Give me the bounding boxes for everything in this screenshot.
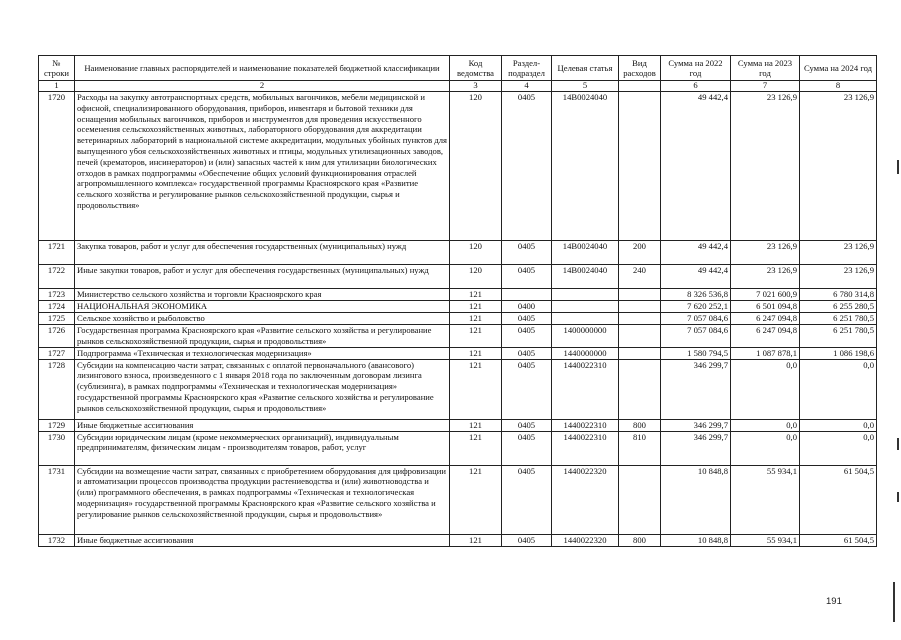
expense-type-cell [619, 92, 661, 241]
expense-type-cell [619, 325, 661, 348]
sum-2023-cell: 55 934,1 [731, 534, 800, 546]
expense-type-cell: 810 [619, 431, 661, 465]
column-number: 4 [502, 81, 552, 92]
row-number-cell: 1725 [39, 313, 75, 325]
target-item-cell: 1440022320 [552, 465, 619, 534]
scan-edge-mark [897, 160, 899, 174]
table-row [39, 359, 877, 419]
row-number-cell: 1728 [39, 359, 75, 419]
sum-2023-cell: 7 021 600,9 [731, 289, 800, 301]
expense-type-cell: 800 [619, 419, 661, 431]
target-item-cell: 1440000000 [552, 347, 619, 359]
dept-code-cell: 120 [450, 241, 502, 265]
column-number: 6 [661, 81, 731, 92]
dept-code-cell: 120 [450, 265, 502, 289]
sum-2022-cell: 346 299,7 [661, 359, 731, 419]
expense-type-cell [619, 289, 661, 301]
expense-type-cell [619, 301, 661, 313]
sum-2024-cell: 0,0 [800, 431, 877, 465]
sum-2023-cell: 1 087 878,1 [731, 347, 800, 359]
sum-2022-cell: 7 620 252,1 [661, 301, 731, 313]
sum-2024-cell: 0,0 [800, 419, 877, 431]
dept-code-cell: 121 [450, 325, 502, 348]
sum-2023-cell: 23 126,9 [731, 265, 800, 289]
sum-2024-cell: 61 504,5 [800, 534, 877, 546]
sum-2024-cell: 61 504,5 [800, 465, 877, 534]
section-code-cell: 0405 [502, 431, 552, 465]
expense-type-cell [619, 313, 661, 325]
column-number: 7 [731, 81, 800, 92]
table-body [39, 92, 877, 547]
table-row [39, 313, 877, 325]
row-number-cell: 1732 [39, 534, 75, 546]
dept-code-cell: 121 [450, 465, 502, 534]
column-numbers-row [39, 81, 877, 92]
row-number-cell: 1724 [39, 301, 75, 313]
section-code-cell [502, 289, 552, 301]
row-name-cell: Субсидии юридическим лицам (кроме некоммерческих организаций), индивидуальным предпринимателям, физическим лицам - производителям товаров, работ, услуг [75, 431, 450, 465]
section-code-cell: 0405 [502, 265, 552, 289]
row-name-cell: Министерство сельского хозяйства и торговли Красноярского края [75, 289, 450, 301]
sum-2023-cell: 6 247 094,8 [731, 325, 800, 348]
row-number-cell: 1727 [39, 347, 75, 359]
dept-code-cell: 120 [450, 92, 502, 241]
row-name-cell: Субсидии на компенсацию части затрат, связанных с оплатой первоначального (авансового) лизингового взноса, произведенного с 1 января 2018 года по заключенным договорам лизинга (сублизинга), в рамках подпрограммы «Техническая и технологическая модернизация» государственной программы Красноярского края «Развитие сельского хозяйства и регулирование рынков сельскохозяйственной продукции, сырья и продовольствия» [75, 359, 450, 419]
row-number-cell: 1723 [39, 289, 75, 301]
scan-edge-mark [897, 492, 899, 502]
row-number-cell: 1730 [39, 431, 75, 465]
expense-type-cell: 240 [619, 265, 661, 289]
expense-type-cell [619, 347, 661, 359]
section-code-cell: 0405 [502, 241, 552, 265]
sum-2024-cell: 23 126,9 [800, 241, 877, 265]
header-target: Целевая статья [552, 56, 619, 81]
sum-2022-cell: 346 299,7 [661, 419, 731, 431]
row-name-cell: Подпрограмма «Техническая и технологическая модернизация» [75, 347, 450, 359]
row-name-cell: Иные бюджетные ассигнования [75, 419, 450, 431]
dept-code-cell: 121 [450, 301, 502, 313]
sum-2023-cell: 0,0 [731, 431, 800, 465]
header-row-no: № строки [39, 56, 75, 81]
dept-code-cell: 121 [450, 431, 502, 465]
row-name-cell: НАЦИОНАЛЬНАЯ ЭКОНОМИКА [75, 301, 450, 313]
target-item-cell [552, 289, 619, 301]
row-name-cell: Закупка товаров, работ и услуг для обеспечения государственных (муниципальных) нужд [75, 241, 450, 265]
row-name-cell: Иные бюджетные ассигнования [75, 534, 450, 546]
expense-type-cell: 200 [619, 241, 661, 265]
sum-2022-cell: 7 057 084,6 [661, 325, 731, 348]
sum-2023-cell: 6 501 094,8 [731, 301, 800, 313]
sum-2022-cell: 49 442,4 [661, 265, 731, 289]
table-row [39, 265, 877, 289]
table-row [39, 92, 877, 241]
section-code-cell: 0405 [502, 465, 552, 534]
header-sum-2023: Сумма на 2023 год [731, 56, 800, 81]
target-item-cell: 14В0024040 [552, 265, 619, 289]
sum-2024-cell: 6 251 780,5 [800, 325, 877, 348]
row-number-cell: 1722 [39, 265, 75, 289]
header-dept-code: Код ведомства [450, 56, 502, 81]
sum-2022-cell: 7 057 084,6 [661, 313, 731, 325]
table-row [39, 301, 877, 313]
scan-edge-mark [893, 582, 895, 622]
target-item-cell: 1440022310 [552, 359, 619, 419]
sum-2022-cell: 49 442,4 [661, 241, 731, 265]
sum-2023-cell: 0,0 [731, 419, 800, 431]
sum-2023-cell: 6 247 094,8 [731, 313, 800, 325]
column-number: 1 [39, 81, 75, 92]
table-row [39, 419, 877, 431]
header-sum-2024: Сумма на 2024 год [800, 56, 877, 81]
row-number-cell: 1731 [39, 465, 75, 534]
header-sum-2022: Сумма на 2022 год [661, 56, 731, 81]
table-row [39, 241, 877, 265]
row-number-cell: 1729 [39, 419, 75, 431]
section-code-cell: 0400 [502, 301, 552, 313]
table-row [39, 534, 877, 546]
target-item-cell: 1400000000 [552, 325, 619, 348]
header-section: Раздел-подраздел [502, 56, 552, 81]
column-number: 5 [552, 81, 619, 92]
dept-code-cell: 121 [450, 347, 502, 359]
sum-2023-cell: 23 126,9 [731, 92, 800, 241]
header-row [39, 56, 877, 81]
sum-2022-cell: 10 848,8 [661, 534, 731, 546]
sum-2024-cell: 23 126,9 [800, 92, 877, 241]
target-item-cell [552, 301, 619, 313]
sum-2023-cell: 23 126,9 [731, 241, 800, 265]
header-name: Наименование главных распорядителей и наименование показателей бюджетной классификации [75, 56, 450, 81]
dept-code-cell: 121 [450, 534, 502, 546]
row-name-cell: Иные закупки товаров, работ и услуг для обеспечения государственных (муниципальных) нужд [75, 265, 450, 289]
sum-2024-cell: 6 780 314,8 [800, 289, 877, 301]
budget-table [38, 55, 877, 547]
sum-2024-cell: 6 251 780,5 [800, 313, 877, 325]
row-number-cell: 1726 [39, 325, 75, 348]
sum-2024-cell: 0,0 [800, 359, 877, 419]
table-row [39, 325, 877, 348]
row-name-cell: Сельское хозяйство и рыболовство [75, 313, 450, 325]
sum-2024-cell: 23 126,9 [800, 265, 877, 289]
target-item-cell: 1440022310 [552, 431, 619, 465]
table-row [39, 465, 877, 534]
column-number: 2 [75, 81, 450, 92]
section-code-cell: 0405 [502, 347, 552, 359]
sum-2022-cell: 49 442,4 [661, 92, 731, 241]
row-name-cell: Субсидии на возмещение части затрат, связанных с приобретением оборудования для цифровизации и автоматизации процессов производства продукции растениеводства и (или) животноводства и (или) программного обеспечения, в рамках подпрограммы «Техническая и технологическая модернизация» государственной программы Красноярского края «Развитие сельского хозяйства и регулирование рынков сельскохозяйственной продукции, сырья и продовольствия» [75, 465, 450, 534]
dept-code-cell: 121 [450, 289, 502, 301]
sum-2022-cell: 1 580 794,5 [661, 347, 731, 359]
target-item-cell: 1440022310 [552, 419, 619, 431]
expense-type-cell [619, 359, 661, 419]
table-row [39, 431, 877, 465]
sum-2024-cell: 6 255 280,5 [800, 301, 877, 313]
section-code-cell: 0405 [502, 419, 552, 431]
table-row [39, 347, 877, 359]
sum-2022-cell: 10 848,8 [661, 465, 731, 534]
sum-2023-cell: 0,0 [731, 359, 800, 419]
row-number-cell: 1720 [39, 92, 75, 241]
sum-2022-cell: 8 326 536,8 [661, 289, 731, 301]
sum-2023-cell: 55 934,1 [731, 465, 800, 534]
target-item-cell: 14В0024040 [552, 241, 619, 265]
page-number: 191 [826, 596, 842, 607]
section-code-cell: 0405 [502, 359, 552, 419]
column-number [619, 81, 661, 92]
row-number-cell: 1721 [39, 241, 75, 265]
row-name-cell: Государственная программа Красноярского края «Развитие сельского хозяйства и регулирование рынков сельскохозяйственной продукции, сырья и продовольствия» [75, 325, 450, 348]
scan-edge-mark [897, 438, 899, 450]
section-code-cell: 0405 [502, 92, 552, 241]
section-code-cell: 0405 [502, 325, 552, 348]
expense-type-cell [619, 465, 661, 534]
column-number: 8 [800, 81, 877, 92]
target-item-cell: 14В0024040 [552, 92, 619, 241]
dept-code-cell: 121 [450, 359, 502, 419]
target-item-cell [552, 313, 619, 325]
expense-type-cell: 800 [619, 534, 661, 546]
section-code-cell: 0405 [502, 534, 552, 546]
table-row [39, 289, 877, 301]
target-item-cell: 1440022320 [552, 534, 619, 546]
dept-code-cell: 121 [450, 313, 502, 325]
row-name-cell: Расходы на закупку автотранспортных средств, мобильных вагончиков, мебели медицинской и офисной, специализированного оборудования, приборов, инвентаря и бытовой техники для оснащения мобильных вагончиков, приборов и инструментов для проведения искусственного осеменения сельскохозяйственных животных, лабораторного оборудования для аккредитации ветеринарных лабораторий в национальной системе аккредитации, модульных убойных пунктов для выпущенного убоя сельскохозяйственных животных и птицы, модульных утилизационных заводов, печей (крематоров, инсинераторов) и (или) запасных частей к ним для утилизации биологических отходов в рамках подпрограммы «Обеспечение общих условий функционирования отраслей агропромышленного комплекса» государственной программы Красноярского края «Развитие сельского хозяйства и регулирование рынков сельскохозяйственной продукции, сырья и продовольствия» [75, 92, 450, 241]
header-expense-type: Вид расходов [619, 56, 661, 81]
dept-code-cell: 121 [450, 419, 502, 431]
column-number: 3 [450, 81, 502, 92]
sum-2024-cell: 1 086 198,6 [800, 347, 877, 359]
section-code-cell: 0405 [502, 313, 552, 325]
sum-2022-cell: 346 299,7 [661, 431, 731, 465]
